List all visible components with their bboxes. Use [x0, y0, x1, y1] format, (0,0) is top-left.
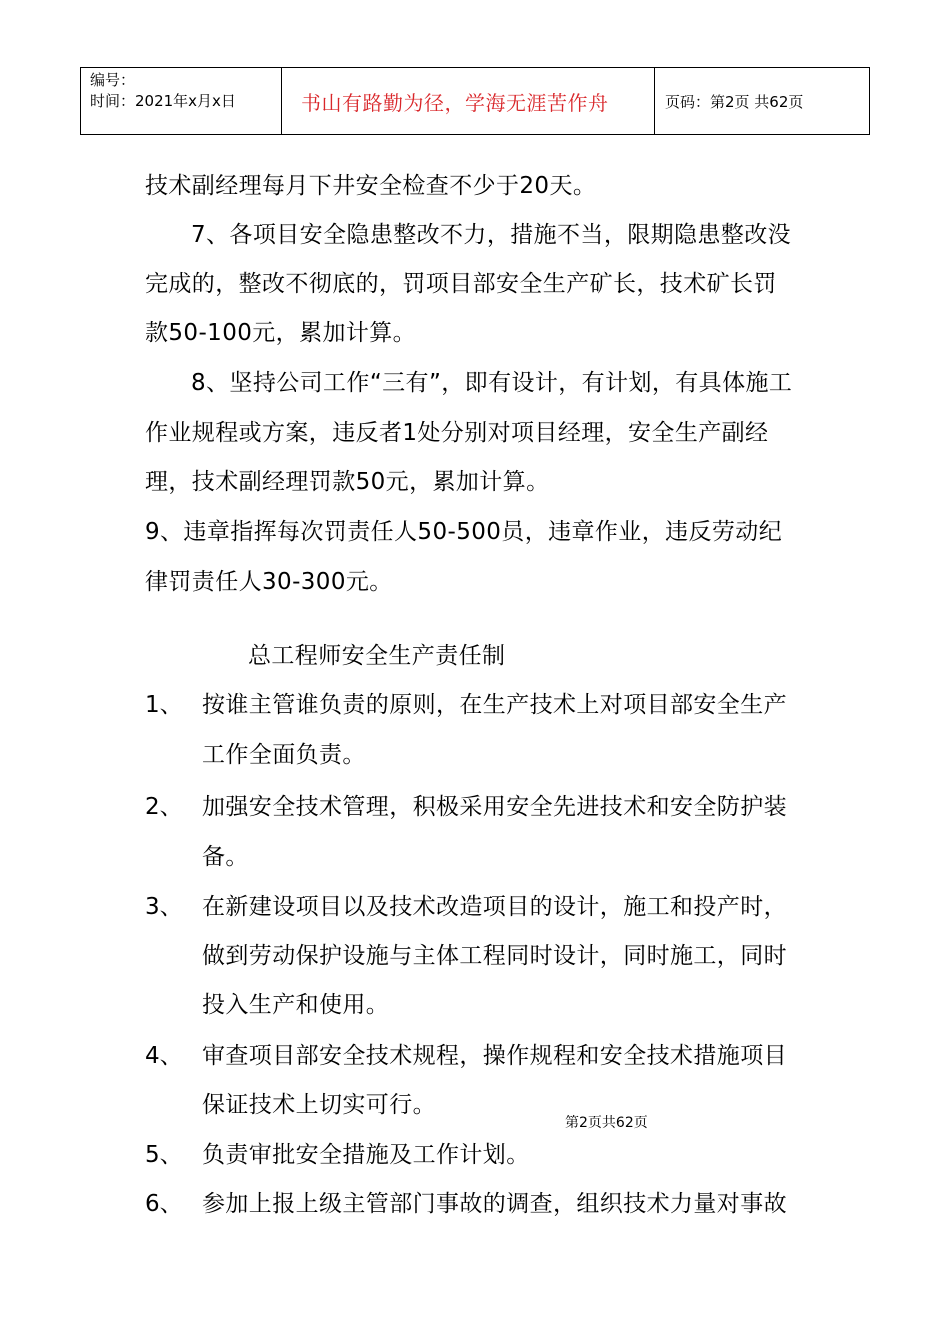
list-item-line: 参加上报上级主管部门事故的调查，组织技术力量对事故	[202, 1191, 787, 1217]
document-header	[80, 67, 870, 135]
list-item-line: 工作全面负责。	[202, 742, 366, 768]
code-label: 编号：	[90, 71, 136, 89]
list-item-line: 按谁主管谁负责的原则，在生产技术上对项目部安全生产	[202, 692, 787, 718]
list-number: 4、	[145, 1043, 183, 1069]
page-footer: 第2页共62页	[565, 1115, 648, 1131]
list-number: 5、	[145, 1142, 183, 1168]
paragraph-line: 理，技术副经理罚款50元，累加计算。	[145, 469, 550, 495]
paragraph-line: 8、坚持公司工作“三有”，即有设计，有计划，有具体施工	[191, 370, 793, 396]
paragraph-line: 技术副经理每月下井安全检查不少于20天。	[145, 173, 597, 199]
paragraph-line: 作业规程或方案，违反者1处分别对项目经理，安全生产副经	[145, 420, 769, 446]
time-label: 时间：2021年x月x日	[90, 92, 236, 110]
list-item-line: 审查项目部安全技术规程，操作规程和安全技术措施项目	[202, 1043, 787, 1069]
list-item-line: 投入生产和使用。	[202, 992, 390, 1018]
list-number: 1、	[145, 692, 183, 718]
paragraph-line: 款50-100元，累加计算。	[145, 320, 417, 346]
list-item-line: 保证技术上切实可行。	[202, 1092, 436, 1118]
paragraph-line: 完成的，整改不彻底的，罚项目部安全生产矿长，技术矿长罚	[145, 271, 777, 297]
list-item-line: 在新建设项目以及技术改造项目的设计，施工和投产时，	[202, 894, 787, 920]
header-page-info: 页码：第2页 共62页	[665, 92, 804, 111]
section-title: 总工程师安全生产责任制	[248, 643, 506, 669]
list-number: 3、	[145, 894, 183, 920]
list-item-line: 负责审批安全措施及工作计划。	[202, 1142, 530, 1168]
paragraph-line: 9、违章指挥每次罚责任人50-500员，违章作业，违反劳动纪	[145, 519, 783, 545]
list-item-line: 做到劳动保护设施与主体工程同时设计，同时施工，同时	[202, 943, 787, 969]
paragraph-line: 7、各项目安全隐患整改不力，措施不当，限期隐患整改没	[191, 222, 792, 248]
header-meta	[81, 68, 282, 134]
paragraph-line: 律罚责任人30-300元。	[145, 569, 393, 595]
header-motto: 书山有路勤为径，学海无涯苦作舟	[282, 68, 655, 134]
list-number: 2、	[145, 794, 183, 820]
list-number: 6、	[145, 1191, 183, 1217]
list-item-line: 备。	[202, 844, 249, 870]
list-item-line: 加强安全技术管理，积极采用安全先进技术和安全防护装	[202, 794, 787, 820]
